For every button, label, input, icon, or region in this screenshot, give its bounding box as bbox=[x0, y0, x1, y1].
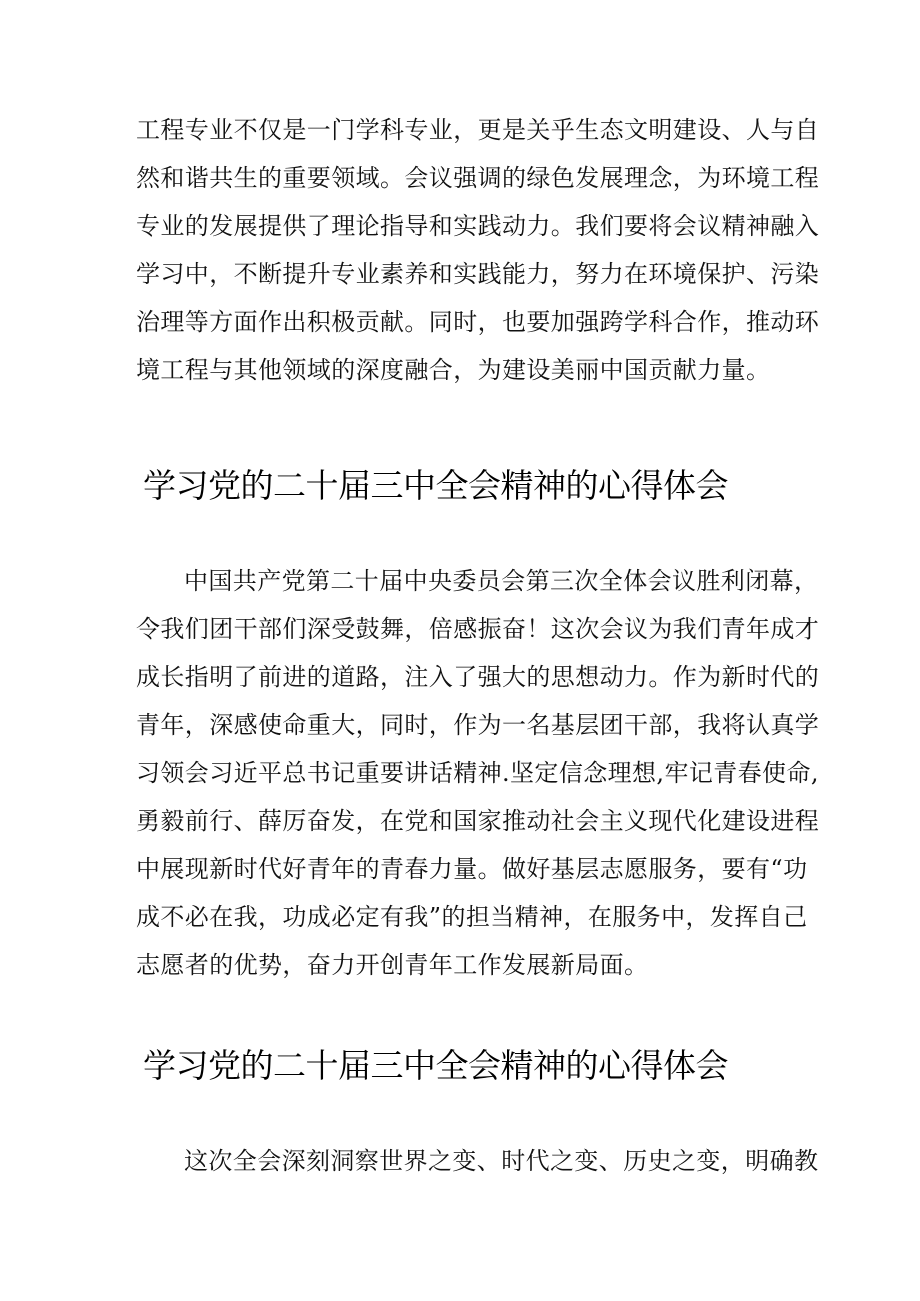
paragraph-line: 工程专业不仅是一门学科专业，更是关乎生态文明建设、人与自 bbox=[136, 116, 820, 144]
paragraph-line: 中国共产党第二十届中央委员会第三次全体会议胜利闭幕， bbox=[184, 567, 819, 595]
paragraph-line: 令我们团干部们深受鼓舞，倍感振奋！这次会议为我们青年成才 bbox=[136, 615, 820, 643]
paragraph-line: 治理等方面作出积极贡献。同时，也要加强跨学科合作，推动环 bbox=[136, 308, 820, 336]
paragraph-line: 专业的发展提供了理论指导和实践动力。我们要将会议精神融入 bbox=[136, 212, 820, 240]
paragraph-line: 中展现新时代好青年的青春力量。做好基层志愿服务，要有“功 bbox=[136, 855, 808, 883]
paragraph-line: 成不必在我，功成必定有我”的担当精神，在服务中，发挥自己 bbox=[136, 903, 808, 931]
paragraph-line: 青年，深感使命重大，同时，作为一名基层团干部，我将认真学 bbox=[136, 711, 820, 739]
paragraph-line: 习领会习近平总书记重要讲话精神.坚定信念理想,牢记青春使命, bbox=[136, 759, 819, 787]
section-heading: 学习党的二十届三中全会精神的心得体会 bbox=[143, 1046, 728, 1085]
paragraph-line: 志愿者的优势，奋力开创青年工作发展新局面。 bbox=[136, 951, 649, 979]
paragraph-line: 成长指明了前进的道路，注入了强大的思想动力。作为新时代的 bbox=[136, 663, 820, 691]
paragraph-line: 境工程与其他领域的深度融合，为建设美丽中国贡献力量。 bbox=[136, 356, 771, 384]
section-heading: 学习党的二十届三中全会精神的心得体会 bbox=[143, 466, 728, 505]
paragraph-line: 然和谐共生的重要领域。会议强调的绿色发展理念，为环境工程 bbox=[136, 164, 820, 192]
paragraph-line: 勇毅前行、薛厉奋发，在党和国家推动社会主义现代化建设进程 bbox=[136, 807, 820, 835]
paragraph-line: 学习中，不断提升专业素养和实践能力，努力在环境保护、污染 bbox=[136, 260, 820, 288]
paragraph-line: 这次全会深刻洞察世界之变、时代之变、历史之变，明确教 bbox=[184, 1147, 819, 1175]
